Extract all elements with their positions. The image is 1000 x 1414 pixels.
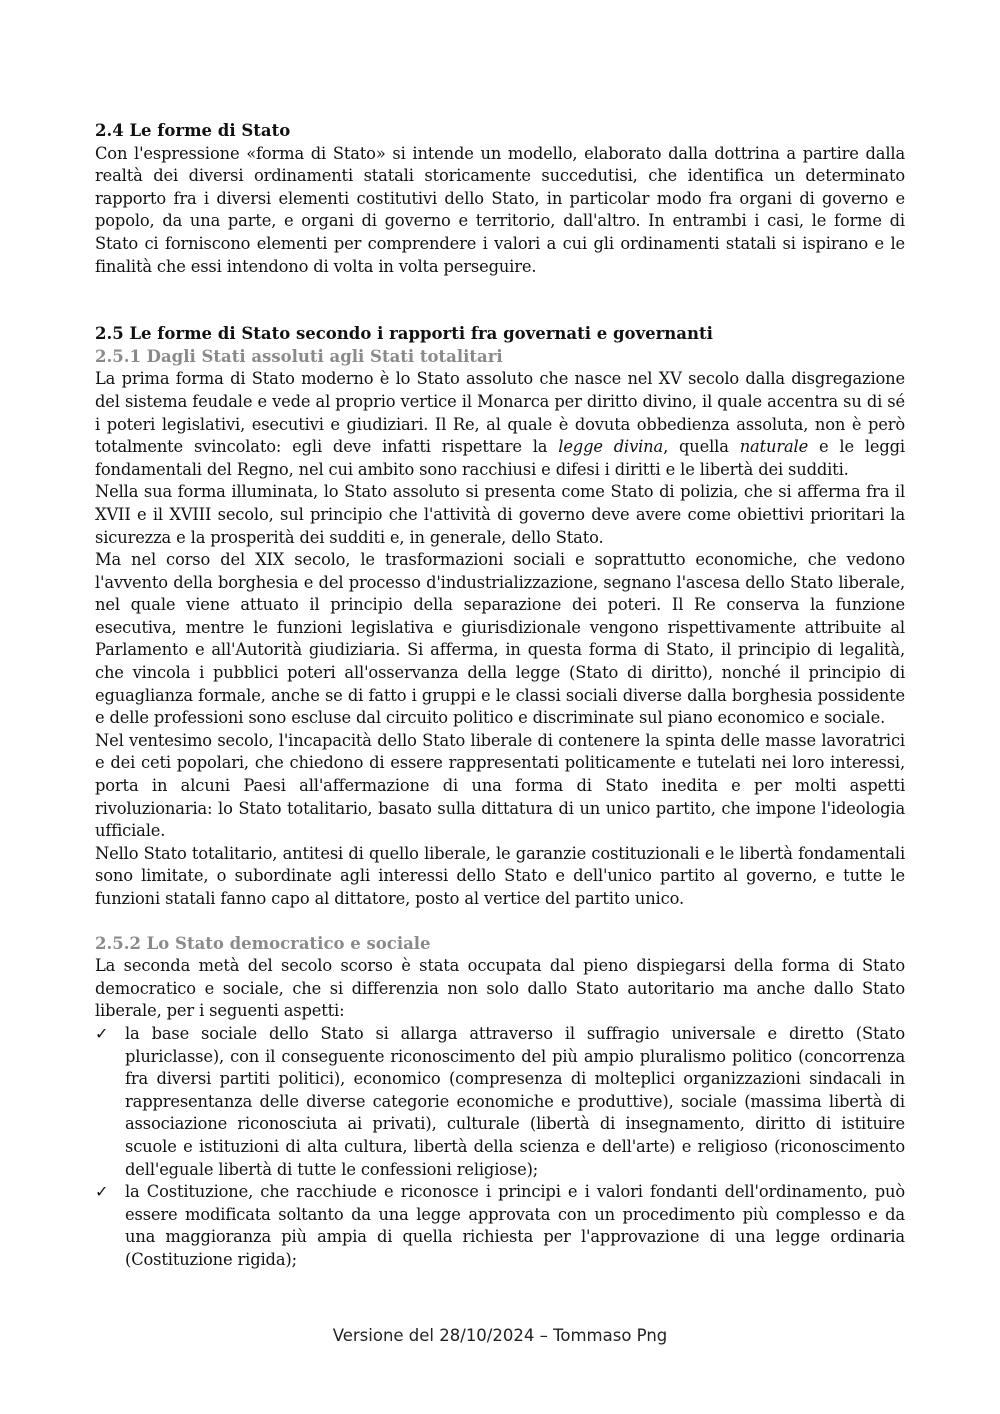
paragraph-stato-democratico-intro: La seconda metà del secolo scorso è stata occupata dal pieno dispiegarsi della forma di Stato democratico e sociale, che si differenzia non solo dallo Stato autoritario ma anche dallo Stato liberale, per i seguenti aspetti: xyxy=(95,956,905,1021)
list-item xyxy=(95,1023,905,1181)
checkmark-icon: ✓ xyxy=(95,1182,109,1202)
paragraph-stato-di-polizia: Nella sua forma illuminata, lo Stato assoluto si presenta come Stato di polizia, che si afferma fra il XVII e il XVIII secolo, sul principio che l'attività di governo deve avere come obiettivi prioritari la sicurezza e la prosperità dei sudditi e, in generale, dello Stato. xyxy=(95,482,905,547)
aspects-list xyxy=(95,1023,905,1272)
section-heading-2-4: 2.4 Le forme di Stato xyxy=(95,121,291,140)
spacer xyxy=(95,911,905,933)
text-run: e le leggi fondamentali del Regno, nel cui ambito sono racchiusi e difesi i diritti e le libertà dei sudditi. xyxy=(95,437,905,479)
paragraph-stato-assoluto xyxy=(95,368,905,481)
spacer xyxy=(95,278,905,323)
list-item-text: la base sociale dello Stato si allarga attraverso il suffragio universale e diretto (Stato pluriclasse), con il conseguente riconoscimento del più ampio pluralismo politico (concorrenza fra diversi partiti politici), economico (compresenza di molteplici organizzazioni sindacali in rappresentanza delle diverse categorie economiche e produttive), sociale (massima libertà di associazione riconosciuta ai privati), culturale (libertà di insegnamento, diritto di istituire scuole e istituzioni di alta cultura, libertà della scienza e dell'arte) e religioso (riconoscimento dell'eguale libertà di tutte le confessioni religiose); xyxy=(125,1023,905,1179)
document-page xyxy=(95,120,905,1272)
subsection-heading-2-5-1: 2.5.1 Dagli Stati assoluti agli Stati totalitari xyxy=(95,346,503,366)
text-run: , quella xyxy=(663,437,740,457)
page-footer: Versione del 28/10/2024 – Tommaso Png xyxy=(332,1326,668,1345)
paragraph-stato-totalitario: Nel ventesimo secolo, l'incapacità dello Stato liberale di contenere la spinta delle masse lavoratrici e dei ceti popolari, che chiedono di essere rappresentati politicamente e tutelati nei loro interessi, porta in alcuni Paesi all'affermazione di una forma di Stato inedita e per molti aspetti rivoluzionaria: lo Stato totalitario, basato sulla dittatura di un unico partito, che impone l'ideologia ufficiale. xyxy=(95,730,905,841)
paragraph-antitesi: Nello Stato totalitario, antitesi di quello liberale, le garanzie costituzionali e le libertà fondamentali sono limitate, o subordinate agli interessi dello Stato e dell'unico partito al governo, e tutte le funzioni statali fanno capo al dittatore, posto al vertice del partito unico. xyxy=(95,843,905,908)
emphasis-legge-divina: legge divina xyxy=(558,437,664,457)
emphasis-naturale: naturale xyxy=(739,437,809,457)
list-item-text: la Costituzione, che racchiude e riconosce i principi e i valori fondanti dell'ordinamento, può essere modificata soltanto da una legge approvata con un procedimento più complesso e da una maggioranza più ampia di quella richiesta per l'approvazione di una legge ordinaria (Costituzione rigida); xyxy=(125,1182,905,1269)
paragraph-stato-liberale: Ma nel corso del XIX secolo, le trasformazioni sociali e soprattutto economiche, che vedono l'avvento della borghesia e del processo d'industrializzazione, segnano l'ascesa dello Stato liberale, nel quale viene attuato il principio della separazione dei poteri. Il Re conserva la funzione esecutiva, mentre le funzioni legislativa e giurisdizionale vengono rispettivamente attribuite al Parlamento e all'Autorità giudiziaria. Si afferma, in questa forma di Stato, il principio di legalità, che vincola i pubblici poteri all'osservanza della legge (Stato di diritto), nonché il principio di eguaglianza formale, anche se di fatto i gruppi e le classi sociali diverse dalla borghesia possidente e delle professioni sono escluse dal circuito politico e discriminate sul piano economico e sociale. xyxy=(95,550,905,728)
list-item xyxy=(95,1181,905,1271)
subsection-heading-2-5-2: 2.5.2 Lo Stato democratico e sociale xyxy=(95,933,431,953)
section-heading-2-5: 2.5 Le forme di Stato secondo i rapporti fra governati e governanti xyxy=(95,324,713,344)
section-2-4-paragraph: Con l'espressione «forma di Stato» si intende un modello, elaborato dalla dottrina a partire dalla realtà dei diversi ordinamenti statali storicamente succedutisi, che identifica un determinato rapporto fra i diversi elementi costitutivi dello Stato, in particolar modo fra organi di governo e popolo, da una parte, e organi di governo e territorio, dall'altro. In entrambi i casi, le forme di Stato ci forniscono elementi per comprendere i valori a cui gli ordinamenti statali si ispirano e le finalità che essi intendono di volta in volta perseguire. xyxy=(95,143,905,276)
text-run: La prima forma di Stato moderno è lo Stato assoluto che nasce nel XV secolo dalla disgregazione del sistema feudale e vede al proprio vertice il Monarca per diritto divino, il quale accentra su di sé i poteri legislativi, esecutivi e giudiziari. Il Re, al quale è dovuta obbedienza assoluta, non è però totalmente svincolato: egli deve infatti rispettare la xyxy=(95,369,905,457)
checkmark-icon: ✓ xyxy=(95,1023,109,1043)
